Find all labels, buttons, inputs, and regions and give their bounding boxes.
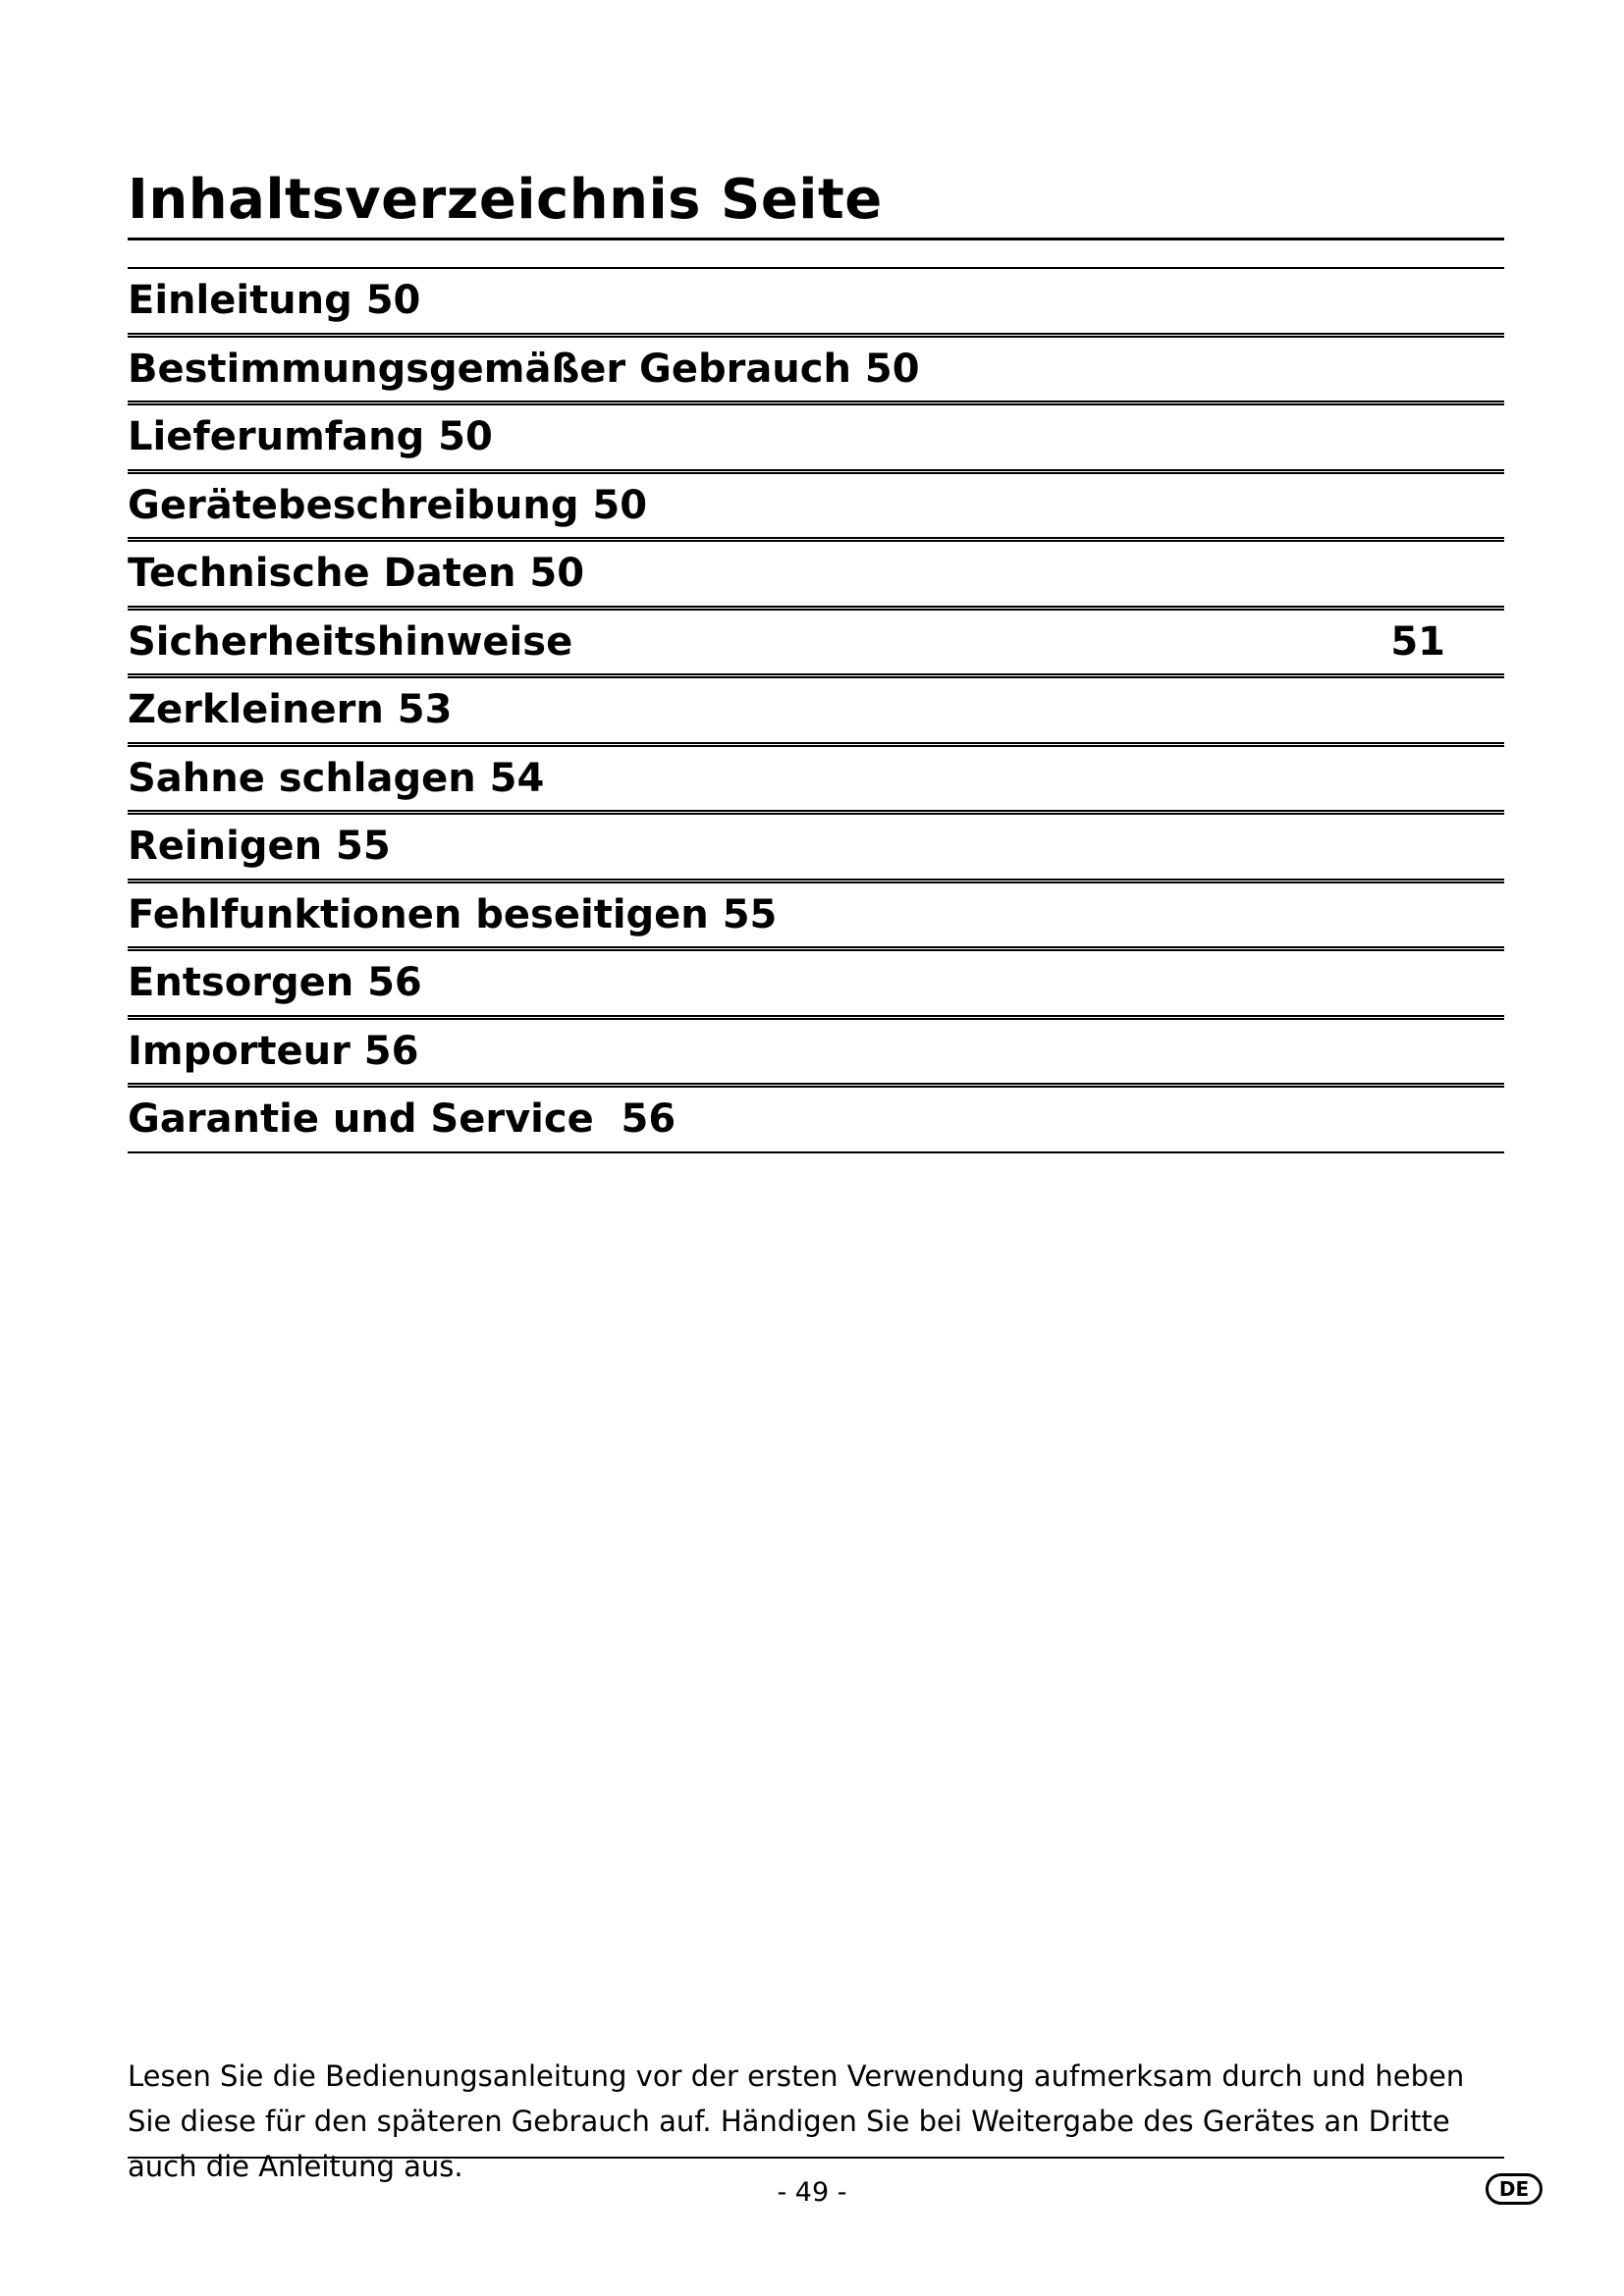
toc-item-label: Technische Daten 50 [128, 551, 585, 596]
page-title: Inhaltsverzeichnis Seite [128, 168, 883, 232]
toc-item-label: Lieferumfang 50 [128, 414, 493, 459]
toc-item-technische-daten[interactable] [128, 540, 1504, 608]
toc-item-importeur[interactable] [128, 1018, 1504, 1086]
toc-item-label: Entsorgen 56 [128, 960, 422, 1005]
footer-divider [128, 2157, 1504, 2159]
toc-item-label: Garantie und Service 56 [128, 1096, 677, 1142]
toc-item-label: Zerkleinern 53 [128, 687, 453, 732]
toc-item-page-number: 51 [1390, 618, 1445, 665]
toc-item-label: Sahne schlagen 54 [128, 755, 545, 801]
toc-item-geraetebeschreibung[interactable] [128, 472, 1504, 540]
toc-item-entsorgen[interactable] [128, 949, 1504, 1017]
toc-item-label: Einleitung 50 [128, 278, 421, 323]
toc-item-zerkleinern[interactable] [128, 676, 1504, 744]
toc-item-label: Fehlfunktionen beseitigen 55 [128, 891, 778, 937]
toc-item-reinigen[interactable] [128, 813, 1504, 881]
toc-item-label: Gerätebeschreibung 50 [128, 482, 648, 528]
read-instructions-notice: Lesen Sie die Bedienungsanleitung vor der ersten Verwendung aufmerksam durch und heben Sie diese für den späteren Gebrauch auf. Händigen Sie bei Weitergabe des Gerätes an Dritte auch die Anleitung aus. [128, 2059, 1465, 2183]
language-badge: DE [1486, 2173, 1543, 2205]
page-number: - 49 - [777, 2177, 847, 2208]
toc-item-label: Reinigen 55 [128, 824, 391, 869]
toc-item-lieferumfang[interactable] [128, 403, 1504, 471]
toc-item-label: Sicherheitshinweise [128, 618, 573, 665]
toc-item-garantie-und-service[interactable] [128, 1086, 1504, 1153]
toc-item-bestimmungsgemaesser-gebrauch[interactable] [128, 336, 1504, 403]
table-of-contents [128, 267, 1504, 1154]
toc-item-einleitung[interactable] [128, 267, 1504, 335]
title-underline [128, 238, 1504, 240]
toc-item-sahne-schlagen[interactable] [128, 745, 1504, 813]
toc-item-sicherheitshinweise[interactable] [128, 609, 1504, 676]
toc-item-label: Importeur 56 [128, 1028, 419, 1074]
toc-item-fehlfunktionen-beseitigen[interactable] [128, 881, 1504, 949]
toc-item-label: Bestimmungsgemäßer Gebrauch 50 [128, 346, 920, 392]
